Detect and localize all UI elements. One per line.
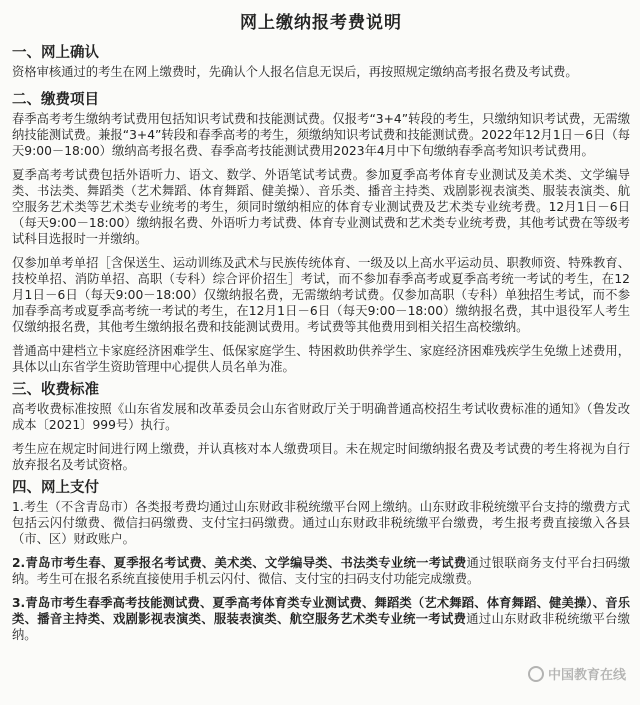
watermark-logo-icon (528, 666, 544, 682)
section-heading: 二、缴费项目 (12, 92, 99, 108)
payment-item-2-rest: 通过银联商务支付平台扫码缴纳。考生可在报名系统直接使用手机云闪付、微信、支付宝的扫码支付功能完成缴费。 (12, 556, 630, 586)
page-title: 网上缴纳报考费说明 (240, 13, 402, 33)
paragraph: 夏季高考考试费包括外语听力、语文、数学、外语笔试考试费。参加夏季高考体育专业测试及美术类、文学编导类、书法类、舞蹈类（艺术舞蹈、体育舞蹈、健美操）、音乐类、播音主持类、戏剧影视表演类、服装表演类、航空服务艺术类等艺术类专业统考的考生，须同时缴纳相应的体育专业测试费及艺术类专业统考费。12月1日－6日（每天9:00－18:00）缴纳报名费、外语听力考试费、体育专业测试费和艺术类专业统考费，其他考试费在等级考试科目选报时一并缴纳。 (12, 168, 630, 246)
section-heading: 一、网上确认 (12, 45, 99, 61)
paragraph: 春季高考考生缴纳考试费用包括知识考试费和技能测试费。仅报考“3+4”转段的考生，只缴纳知识考试费，无需缴纳技能测试费。兼报“3+4”转段和春季高考的考生，须缴纳知识考试费和技能测试费。2022年12月1日－6日（每天9:00－18:00）缴纳高考报名费、春季高考技能测试费用2023年4月中下旬缴纳春季高考知识考试费用。 (12, 112, 630, 158)
paragraph: 资格审核通过的考生在网上缴费时，先确认个人报名信息无误后，再按照规定缴纳高考报名费及考试费。 (12, 65, 578, 79)
section-online-confirm (12, 41, 630, 80)
paragraph: 高考收费标准按照《山东省发展和改革委员会山东省财政厅关于明确普通高校招生考试收费标准的通知》（鲁发改成本〔2021〕999号）执行。 (12, 402, 630, 432)
payment-item-3-rest: 通过山东财政非税统缴平台缴纳。 (12, 612, 630, 642)
payment-item-2-bold: 2.青岛市考生春、夏季报名考试费、美术类、文学编导类、书法类专业统一考试费 (12, 556, 467, 570)
watermark-text: 中国教育在线 (547, 668, 626, 683)
payment-item-2 (12, 555, 630, 587)
section-heading: 三、收费标准 (12, 382, 99, 398)
section-fee-items (12, 88, 630, 375)
payment-item-1: 1.考生（不含青岛市）各类报考费均通过山东财政非税统缴平台网上缴纳。山东财政非税统缴平台支持的缴费方式包括云闪付缴费、微信扫码缴费、支付宝扫码缴费。通过山东财政非税统缴平台缴费，考生报考费直接缴入各县（市、区）财政账户。 (12, 500, 630, 546)
section-heading: 四、网上支付 (12, 480, 99, 496)
paragraph: 仅参加单考单招［含保送生、运动训练及武术与民族传统体育、一级及以上高水平运动员、职教师资、特殊教育、技校单招、消防单招、高职（专科）综合评价招生］考试，而不参加春季高考或夏季高考统一考试的考生，在12月1日－6日（每天9:00－18:00）仅缴纳报名费，无需缴纳考试费。仅参加高职（专科）单独招生考试，而不参加春季高考或夏季高考统一考试的考生，在12月1日－6日（每天9:00－18:00）缴纳报名费，其中退役军人考生仅缴纳报名费，其他考生缴纳报名费和技能测试费用。考试费等其他费用到相关招生高校缴纳。 (12, 256, 630, 334)
paragraph: 普通高中建档立卡家庭经济困难学生、低保家庭学生、特困救助供养学生、家庭经济困难残疾学生免缴上述费用，具体以山东省学生资助管理中心提供人员名单为准。 (12, 344, 630, 374)
watermark (528, 664, 626, 683)
payment-item-3 (12, 595, 630, 643)
section-fee-standard (12, 378, 630, 473)
payment-item-3-bold: 3.青岛市考生春季高考技能测试费、夏季高考体育类专业测试费、舞蹈类（艺术舞蹈、体育舞蹈、健美操）、音乐类、播音主持类、戏剧影视表演类、服装表演类、航空服务艺术类专业统一考试费 (12, 596, 630, 626)
paragraph: 考生应在规定时间进行网上缴费，并认真核对本人缴费项目。未在规定时间缴纳报名费及考试费的考生将视为自行放弃报名及考试资格。 (12, 442, 630, 472)
section-online-payment (12, 476, 630, 643)
